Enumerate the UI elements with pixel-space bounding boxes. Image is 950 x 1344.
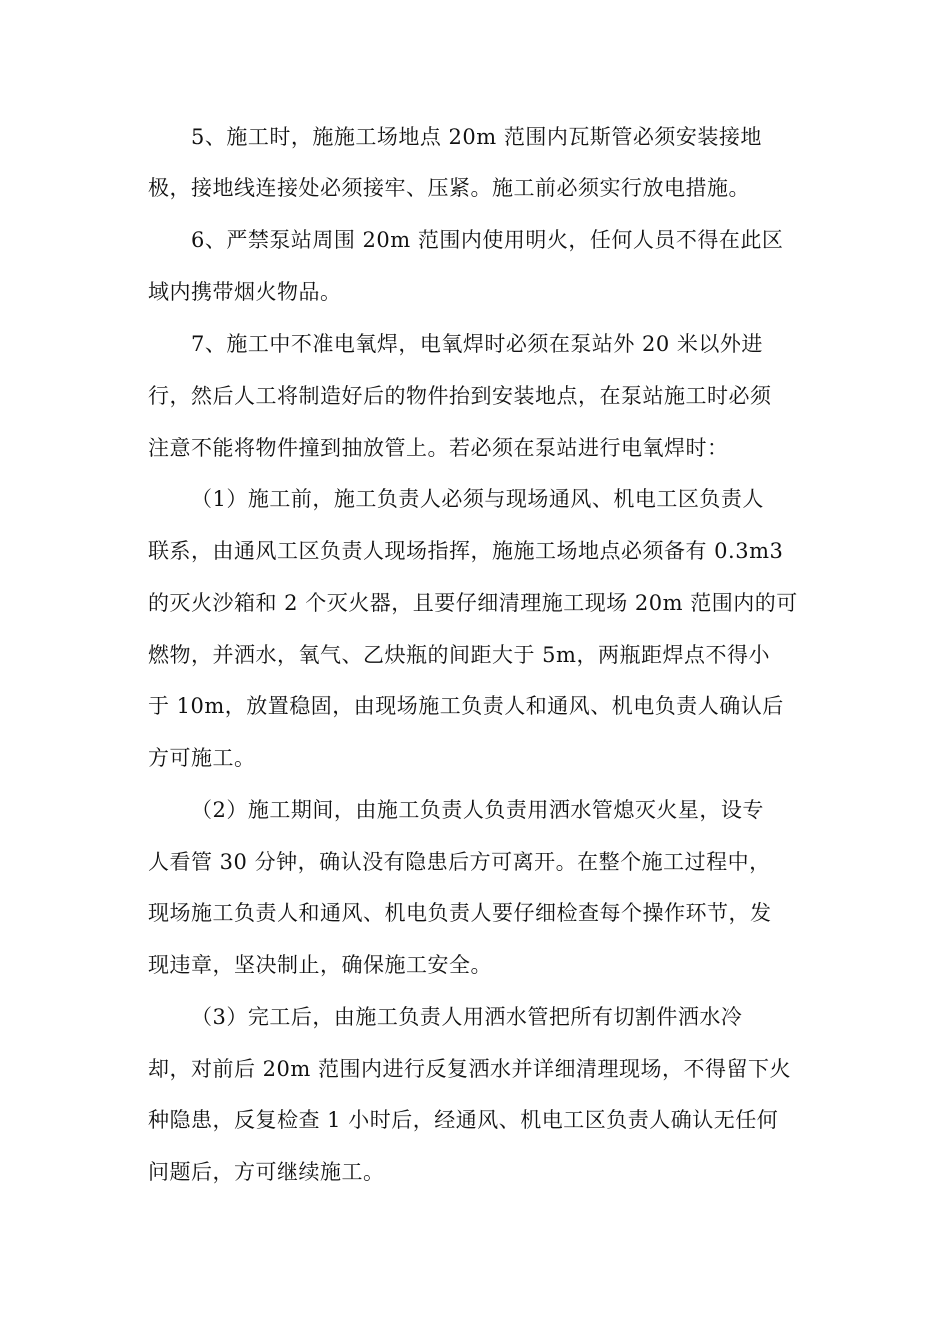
paragraph-7-line-1: 7、施工中不准电氧焊，电氧焊时必须在泵站外 20 米以外进: [191, 332, 763, 356]
item-1-line-5: 于 10m，放置稳固，由现场施工负责人和通风、机电负责人确认后: [148, 694, 784, 718]
paragraph-7-line-3: 注意不能将物件撞到抽放管上。若必须在泵站进行电氧焊时：: [148, 436, 729, 460]
item-3-line-1: （3）完工后，由施工负责人用洒水管把所有切割件洒水冷: [191, 1005, 743, 1029]
item-3-line-3: 种隐患，反复检查 1 小时后，经通风、机电工区负责人确认无任何: [148, 1108, 779, 1132]
item-2-line-4: 现违章，坚决制止，确保施工安全。: [148, 953, 492, 977]
item-1-line-3: 的灭火沙箱和 2 个灭火器，且要仔细清理施工现场 20m 范围内的可: [148, 591, 798, 615]
item-1-line-6: 方可施工。: [148, 746, 256, 770]
item-3-line-4: 问题后，方可继续施工。: [148, 1160, 385, 1184]
paragraph-6-line-2: 域内携带烟火物品。: [148, 280, 342, 304]
paragraph-5-line-2: 极，接地线连接处必须接牢、压紧。施工前必须实行放电措施。: [148, 176, 750, 200]
item-1-line-2: 联系，由通风工区负责人现场指挥，施施工场地点必须备有 0.3m3: [148, 539, 784, 563]
paragraph-7-line-2: 行，然后人工将制造好后的物件抬到安装地点，在泵站施工时必须: [148, 384, 772, 408]
item-2-line-3: 现场施工负责人和通风、机电负责人要仔细检查每个操作环节，发: [148, 901, 772, 925]
item-3-line-2: 却，对前后 20m 范围内进行反复洒水并详细清理现场，不得留下火: [148, 1057, 791, 1081]
item-2-line-1: （2）施工期间，由施工负责人负责用洒水管熄灭火星，设专: [191, 798, 764, 822]
item-1-line-4: 燃物，并洒水，氧气、乙炔瓶的间距大于 5m，两瓶距焊点不得小: [148, 643, 770, 667]
paragraph-5-line-1: 5、施工时，施施工场地点 20m 范围内瓦斯管必须安装接地: [191, 125, 762, 149]
item-2-line-2: 人看管 30 分钟，确认没有隐患后方可离开。在整个施工过程中，: [148, 850, 771, 874]
item-1-line-1: （1）施工前，施工负责人必须与现场通风、机电工区负责人: [191, 487, 764, 511]
paragraph-6-line-1: 6、严禁泵站周围 20m 范围内使用明火，任何人员不得在此区: [191, 228, 784, 252]
